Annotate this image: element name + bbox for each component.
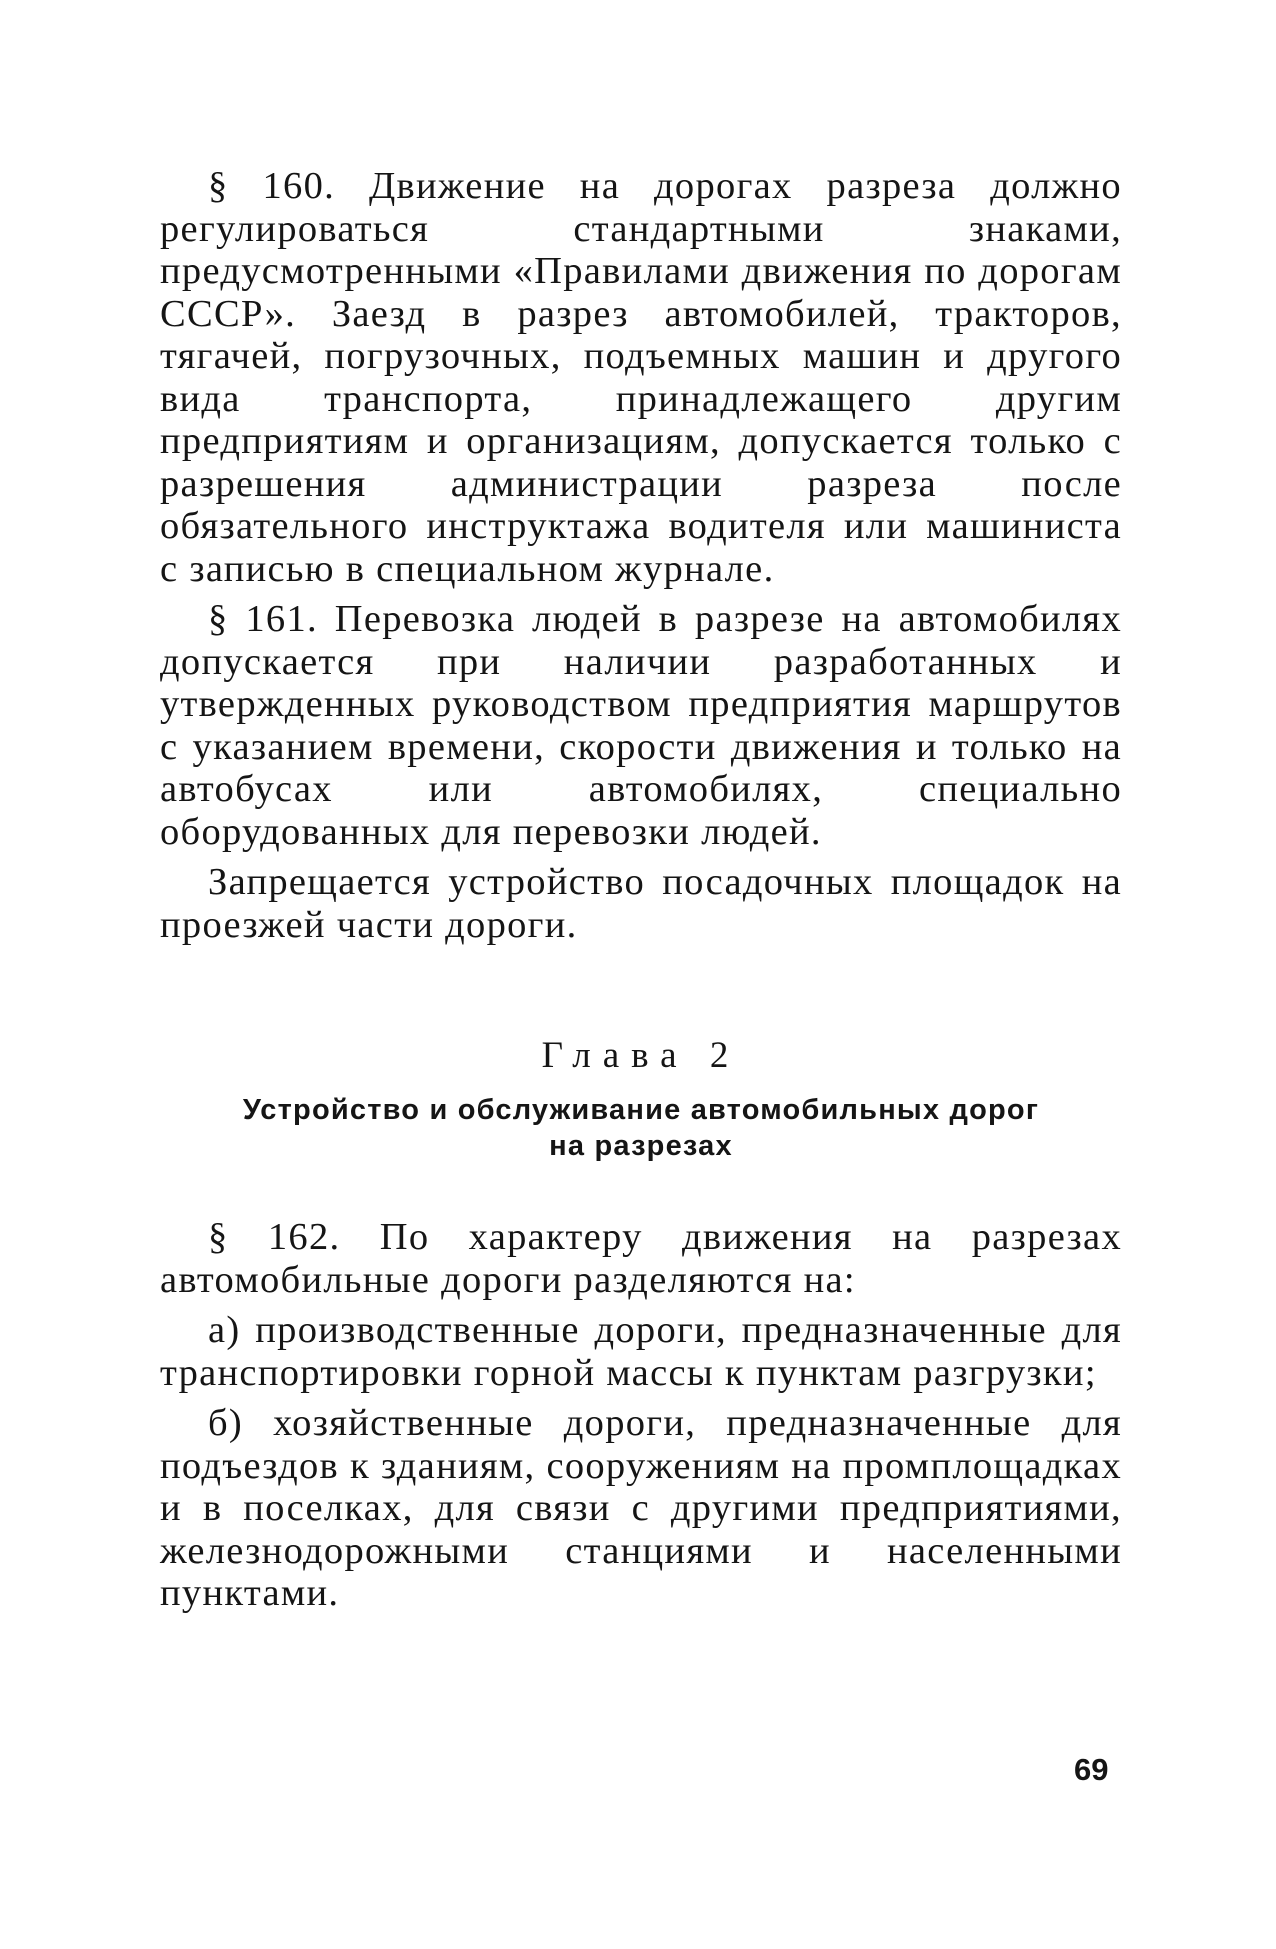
paragraph-162-item-b: б) хозяйственные дороги, предназначенные для подъездов к зданиям, сооружениям на промплощадках и в поселках, для связи с другими предприятиями, железнодорожными станциями и населенными пунктами. [160,1402,1122,1614]
chapter-title-line-1: Устройство и обслуживание автомобильных дорог [242,1094,1040,1126]
chapter-title-line-2: на разрезах [549,1130,733,1162]
chapter-label: Глава 2 [541,1035,741,1076]
page-body [160,165,1122,1615]
paragraph-160: § 160. Движение на дорогах разреза должно регулироваться стандартными знаками, предусмотренными «Правилами движения по дорогам СССР». Заезд в разрез автомобилей, тракторов, тягачей, погрузочных, подъемных машин и другого вида транспорта, принадлежащего другим предприятиям и организациям, допускается только с разрешения администрации разреза после обязательного инструктажа водителя или машиниста с записью в специальном журнале. [160,165,1122,590]
chapter-title [160,1092,1122,1164]
paragraph-161-prohibition: Запрещается устройство посадочных площадок на проезжей части дороги. [160,861,1122,946]
paragraph-162: § 162. По характеру движения на разрезах автомобильные дороги разделяются на: [160,1216,1122,1301]
paragraph-161: § 161. Перевозка людей в разрезе на автомобилях допускается при наличии разработанных и утвержденных руководством предприятия маршрутов с указанием времени, скорости движения и только на автобусах или автомобилях, специально оборудованных для перевозки людей. [160,598,1122,853]
page-number: 69 [1074,1752,1109,1787]
paragraph-162-item-a: а) производственные дороги, предназначенные для транспортировки горной массы к пунктам разгрузки; [160,1309,1122,1394]
